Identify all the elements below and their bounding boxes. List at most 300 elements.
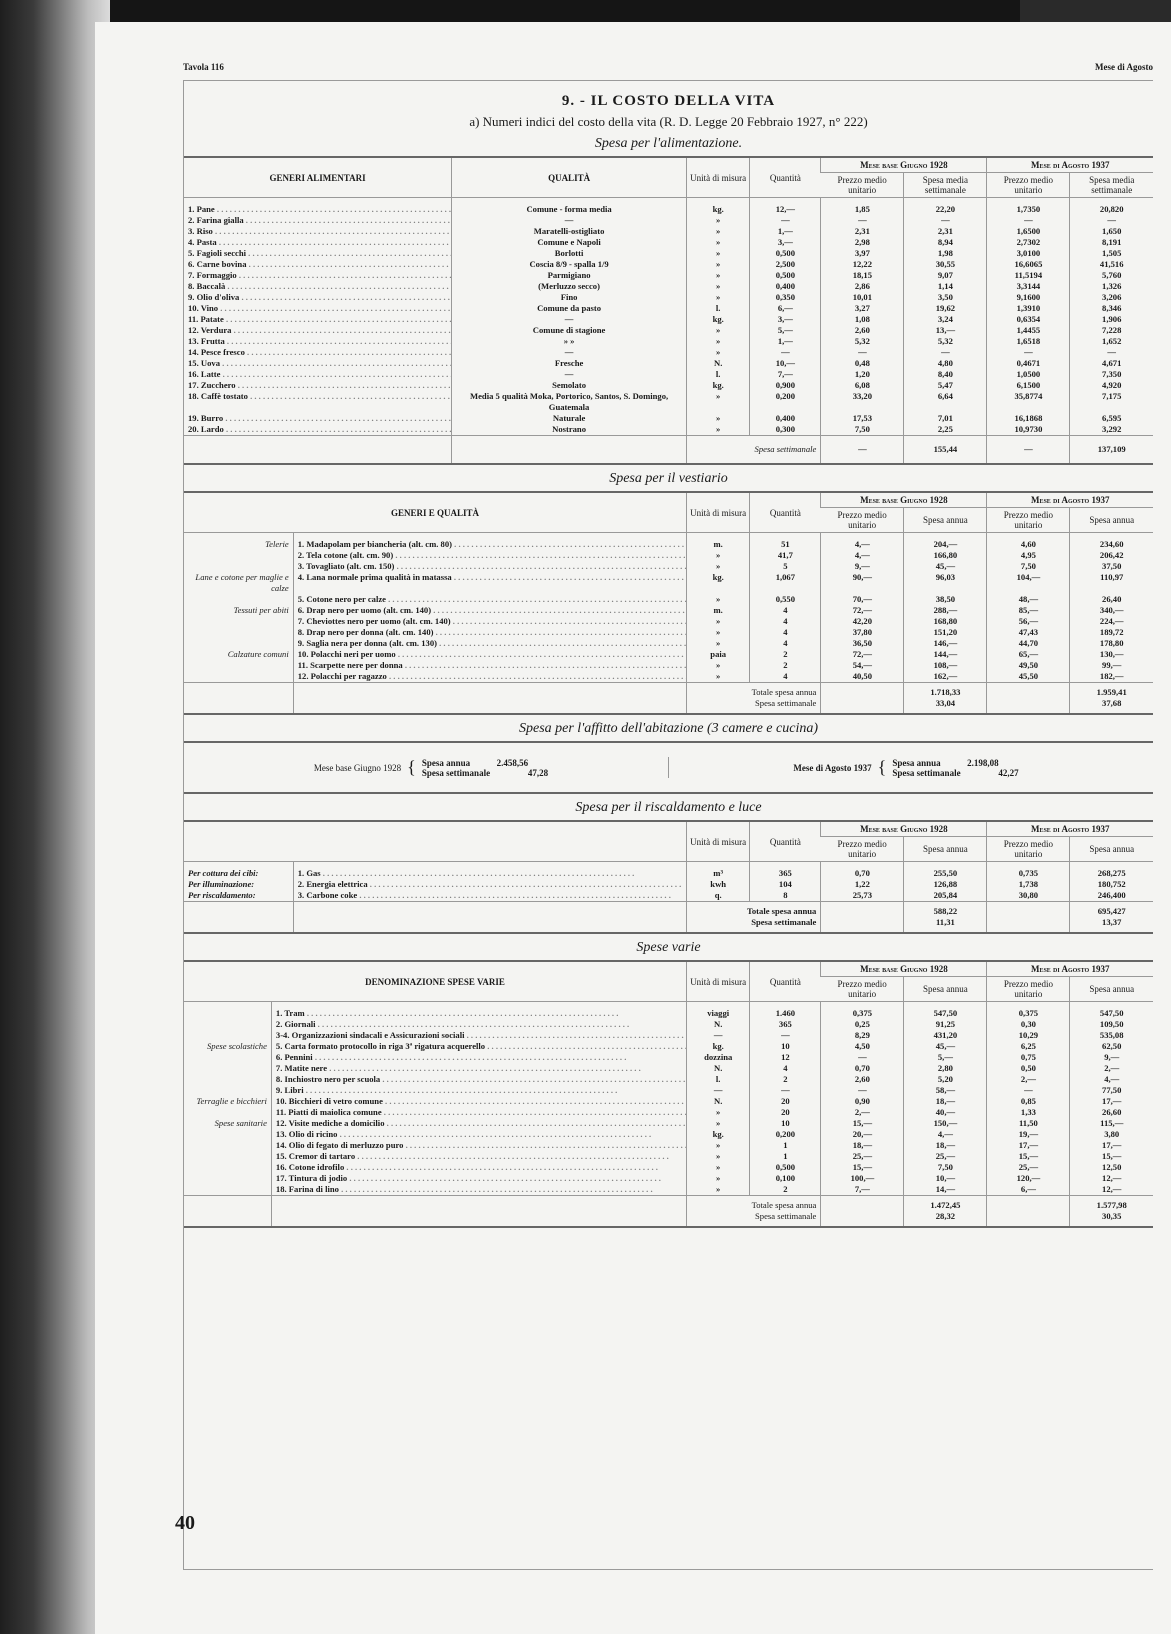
item-unita: kwh <box>687 879 750 890</box>
item-prezzo-current: 0,735 <box>987 862 1070 880</box>
item-spesa-current: 109,50 <box>1070 1019 1153 1030</box>
total-annua-label: Totale spesa annua <box>687 683 821 699</box>
item-quantita: 1,— <box>750 336 821 347</box>
table-frame <box>183 80 1153 1570</box>
table-row <box>184 424 1153 436</box>
item-spesa-current: 7,175 <box>1070 391 1153 413</box>
item-spesa-current: 12,— <box>1070 1173 1153 1184</box>
item-spesa-current: 8,346 <box>1070 303 1153 314</box>
item-spesa-current: 234,60 <box>1070 533 1153 551</box>
item-spesa-current: 7,228 <box>1070 325 1153 336</box>
item-spesa-current: 20,820 <box>1070 198 1153 216</box>
item-prezzo-current: 0,75 <box>987 1052 1070 1063</box>
section-title-alimentazione: Spesa per l'alimentazione. <box>594 136 743 151</box>
table-row <box>184 1063 1153 1074</box>
item-quantita: 0,900 <box>750 380 821 391</box>
item-prezzo-current: 3,0100 <box>987 248 1070 259</box>
group-label <box>184 616 293 627</box>
item-qualita: Comune - forma media <box>452 198 687 216</box>
item-number: 2. <box>188 215 195 225</box>
total-annua-label: Totale spesa annua <box>687 902 821 918</box>
blank <box>987 683 1070 699</box>
item-prezzo-base: 7,50 <box>821 424 904 436</box>
item-prezzo-base: 0,375 <box>821 1002 904 1020</box>
table-row <box>184 1118 1153 1129</box>
header-spesa-base: Spesa media settimanale <box>904 173 987 198</box>
group-label: Telerie <box>265 539 289 549</box>
item-spesa-base: 108,— <box>904 660 987 671</box>
item-prezzo-base: 5,32 <box>821 336 904 347</box>
item-name <box>271 1063 686 1074</box>
item-spesa-base: 431,20 <box>904 1030 987 1041</box>
purpose-label: Per cottura dei cibi: <box>188 868 259 878</box>
blank <box>293 917 686 932</box>
item-unita: » <box>687 237 750 248</box>
total-sett-label: Spesa settimanale <box>687 917 821 932</box>
item-quantita: 4 <box>750 616 821 627</box>
item-spesa-base: 8,40 <box>904 369 987 380</box>
item-label: 7. Cheviottes nero per uomo (alt. cm. 140) . . . <box>298 616 687 626</box>
item-prezzo-base: 33,20 <box>821 391 904 413</box>
item-prezzo-current: 1,0500 <box>987 369 1070 380</box>
header-spesa-base: Spesa annua <box>904 837 987 862</box>
header-prezzo-base: Prezzo medio unitario <box>821 173 904 198</box>
item-unita: » <box>687 1162 750 1173</box>
item-prezzo-base: 10,01 <box>821 292 904 303</box>
table-row <box>184 1041 1153 1052</box>
table-row <box>184 314 1153 325</box>
item-prezzo-current: 3,3144 <box>987 281 1070 292</box>
table-row <box>184 391 1153 413</box>
item-prezzo-current: 44,70 <box>987 638 1070 649</box>
item-name <box>271 1151 686 1162</box>
item-name <box>184 314 452 325</box>
item-number: 5. <box>188 248 195 258</box>
section-title-affitto: Spesa per l'affitto dell'abitazione (3 camere e cucina) <box>518 721 818 736</box>
table-row <box>184 683 1153 699</box>
table-row <box>184 1107 1153 1118</box>
item-name <box>271 1173 686 1184</box>
blank <box>821 917 904 932</box>
purpose-label: Per riscaldamento: <box>188 890 256 900</box>
item-spesa-current: 115,— <box>1070 1118 1153 1129</box>
item-unita: » <box>687 325 750 336</box>
item-spesa-current: 5,760 <box>1070 270 1153 281</box>
item-label: 3-4. Organizzazioni sindacali e Assicurazioni sociali . . . <box>276 1030 687 1040</box>
item-prezzo-base: 40,50 <box>821 671 904 683</box>
item-name <box>271 1129 686 1140</box>
item-quantita: 0,550 <box>750 594 821 605</box>
item-label: Baccalà . . . <box>197 281 452 291</box>
item-spesa-current: 1,652 <box>1070 336 1153 347</box>
table-row <box>184 594 1153 605</box>
item-label: 1. Tram . . . <box>276 1008 618 1018</box>
item-prezzo-base: 70,— <box>821 594 904 605</box>
item-label: 10. Bicchieri di vetro comune . . . <box>276 1096 687 1106</box>
item-label: 6. Drap nero per uomo (alt. cm. 140) . . . <box>298 605 687 615</box>
header-prezzo-base: Prezzo medio unitario <box>821 977 904 1002</box>
item-prezzo-base: — <box>821 347 904 358</box>
blank <box>184 436 452 464</box>
item-spesa-base: 5,32 <box>904 336 987 347</box>
item-label: 16. Cotone idrofilo . . . <box>276 1162 658 1172</box>
item-label: Verdura . . . <box>201 325 452 335</box>
item-quantita: 2 <box>750 649 821 660</box>
item-spesa-base: 14,— <box>904 1184 987 1196</box>
item-prezzo-base: 37,80 <box>821 627 904 638</box>
blank <box>271 1211 686 1226</box>
item-spesa-base: 162,— <box>904 671 987 683</box>
item-name <box>271 1041 686 1052</box>
item-unita: N. <box>687 1096 750 1107</box>
item-spesa-current: 99,— <box>1070 660 1153 671</box>
item-spesa-current: 12,50 <box>1070 1162 1153 1173</box>
item-name <box>184 391 452 413</box>
table-row <box>184 890 1153 902</box>
blank <box>821 683 904 699</box>
item-quantita: 3,— <box>750 314 821 325</box>
item-name <box>184 336 452 347</box>
header-prezzo-current: Prezzo medio unitario <box>987 173 1070 198</box>
item-number: 7. <box>188 270 195 280</box>
item-prezzo-current: 6,1500 <box>987 380 1070 391</box>
blank <box>452 436 687 464</box>
table-row <box>184 1211 1153 1226</box>
item-number: 17. <box>188 380 199 390</box>
header-qualita: QUALITÀ <box>452 158 687 198</box>
group-label <box>184 1052 271 1063</box>
item-qualita: — <box>452 314 687 325</box>
item-spesa-base: 45,— <box>904 1041 987 1052</box>
item-spesa-current: 17,— <box>1070 1096 1153 1107</box>
item-prezzo-current: 1,6518 <box>987 336 1070 347</box>
item-quantita: — <box>750 1030 821 1041</box>
item-prezzo-current: 0,375 <box>987 1002 1070 1020</box>
item-label: Vino . . . <box>201 303 452 313</box>
item-spesa-base: 4,80 <box>904 358 987 369</box>
item-prezzo-base: 2,86 <box>821 281 904 292</box>
item-spesa-base: 96,03 <box>904 572 987 594</box>
total-sett-base: 33,04 <box>904 698 987 713</box>
affitto-sett-label: Spesa settimanale <box>892 767 961 778</box>
item-spesa-current: 206,42 <box>1070 550 1153 561</box>
item-spesa-current: 1,906 <box>1070 314 1153 325</box>
item-name <box>271 1052 686 1063</box>
item-spesa-current: 26,40 <box>1070 594 1153 605</box>
item-unita: » <box>687 413 750 424</box>
item-prezzo-base: 1,22 <box>821 879 904 890</box>
table-row <box>184 436 1153 464</box>
item-prezzo-current: 4,95 <box>987 550 1070 561</box>
item-number: 20. <box>188 424 199 434</box>
header-generi: GENERI ALIMENTARI <box>184 158 452 198</box>
item-prezzo-current: 56,— <box>987 616 1070 627</box>
item-quantita: 0,500 <box>750 1162 821 1173</box>
table-row <box>184 572 1153 594</box>
item-spesa-base: 2,31 <box>904 226 987 237</box>
item-quantita: 1 <box>750 1151 821 1162</box>
group-label <box>184 627 293 638</box>
item-spesa-current: 1,650 <box>1070 226 1153 237</box>
blank <box>184 1211 271 1226</box>
item-spesa-current: 4,— <box>1070 1074 1153 1085</box>
item-quantita: 4 <box>750 638 821 649</box>
affitto-base-label: Mese base Giugno 1928 <box>313 762 402 773</box>
item-prezzo-current: 0,30 <box>987 1019 1070 1030</box>
item-qualita: Fresche <box>452 358 687 369</box>
page-number: 40 <box>175 1512 195 1534</box>
affitto-base-sett: 47,28 <box>527 767 549 778</box>
item-prezzo-base: 100,— <box>821 1173 904 1184</box>
item-prezzo-current: 85,— <box>987 605 1070 616</box>
table-row <box>184 638 1153 649</box>
item-label: 7. Matite nere . . . <box>276 1063 641 1073</box>
item-number: 4. <box>188 237 195 247</box>
table-row <box>184 605 1153 616</box>
item-spesa-current: 41,516 <box>1070 259 1153 270</box>
item-prezzo-base: 1,20 <box>821 369 904 380</box>
item-number: 10. <box>188 303 199 313</box>
item-prezzo-base: 0,70 <box>821 1063 904 1074</box>
header-quantita: Quantità <box>750 822 821 862</box>
item-label: Riso . . . <box>197 226 452 236</box>
item-name <box>293 879 686 890</box>
group-label <box>184 550 293 561</box>
item-qualita: — <box>452 347 687 358</box>
item-prezzo-base: 20,— <box>821 1129 904 1140</box>
item-label: 14. Olio di fegato di merluzzo puro . . . <box>276 1140 687 1150</box>
group-label <box>184 638 293 649</box>
item-prezzo-base: 25,73 <box>821 890 904 902</box>
item-prezzo-current: — <box>987 215 1070 226</box>
item-label: Pasta . . . <box>197 237 452 247</box>
item-spesa-current: 8,191 <box>1070 237 1153 248</box>
item-unita: l. <box>687 369 750 380</box>
header-spesa-base: Spesa annua <box>904 508 987 533</box>
item-prezzo-current: 0,6354 <box>987 314 1070 325</box>
group-label <box>184 1019 271 1030</box>
running-head-right: Mese di Agosto <box>1095 62 1153 72</box>
item-unita: » <box>687 594 750 605</box>
item-label: 6. Pennini . . . <box>276 1052 626 1062</box>
item-label: 5. Carta formato protocollo in riga 3ª rigatura acquerello . . . <box>276 1041 687 1051</box>
item-spesa-base: 150,— <box>904 1118 987 1129</box>
item-name <box>184 424 452 436</box>
header-spesa-current: Spesa annua <box>1070 508 1153 533</box>
header-current: Mese di Agosto 1937 <box>987 962 1153 977</box>
item-prezzo-base: 18,— <box>821 1140 904 1151</box>
item-label: 2. Giornali . . . <box>276 1019 629 1029</box>
item-unita: » <box>687 1173 750 1184</box>
item-spesa-base: 168,80 <box>904 616 987 627</box>
item-label: Patate . . . <box>200 314 451 324</box>
item-prezzo-base: 4,50 <box>821 1041 904 1052</box>
item-unita: » <box>687 550 750 561</box>
item-quantita: 20 <box>750 1107 821 1118</box>
item-unita: » <box>687 424 750 436</box>
item-prezzo-base: 4,— <box>821 533 904 551</box>
item-label: Caffè tostato . . . <box>201 391 452 401</box>
table-row <box>184 270 1153 281</box>
item-quantita: 0,500 <box>750 270 821 281</box>
item-prezzo-base: 72,— <box>821 649 904 660</box>
item-prezzo-base: 0,48 <box>821 358 904 369</box>
item-name <box>271 1002 686 1020</box>
item-name <box>184 413 452 424</box>
item-prezzo-current: 30,80 <box>987 890 1070 902</box>
table-row <box>184 281 1153 292</box>
item-spesa-base: 45,— <box>904 561 987 572</box>
affitto-current-sett: 42,27 <box>998 767 1019 778</box>
item-prezzo-base: 18,15 <box>821 270 904 281</box>
total-annua-current: 1.959,41 <box>1070 683 1153 699</box>
group-label <box>184 594 293 605</box>
item-quantita: 1,— <box>750 226 821 237</box>
item-quantita: 5 <box>750 561 821 572</box>
item-unita: » <box>687 616 750 627</box>
group-label <box>184 1129 271 1140</box>
table-row <box>184 627 1153 638</box>
header-unita: Unità di misura <box>687 493 750 533</box>
item-spesa-base: 2,25 <box>904 424 987 436</box>
varie-table <box>184 962 1153 1226</box>
item-spesa-base: 7,50 <box>904 1162 987 1173</box>
item-label: 2. Tela cotone (alt. cm. 90) . . . <box>298 550 687 560</box>
total-sett-current: 37,68 <box>1070 698 1153 713</box>
table-row <box>184 533 1153 551</box>
item-spesa-base: 144,— <box>904 649 987 660</box>
group-label <box>184 1151 271 1162</box>
item-qualita: Coscia 8/9 - spalla 1/9 <box>452 259 687 270</box>
item-label: 9. Libri . . . <box>276 1085 617 1095</box>
item-spesa-base: 58,— <box>904 1085 987 1096</box>
blank <box>821 698 904 713</box>
total-annua-base: 1.472,45 <box>904 1196 987 1212</box>
item-quantita: 6,— <box>750 303 821 314</box>
table-row <box>184 1196 1153 1212</box>
table-row <box>184 902 1153 918</box>
item-prezzo-current: 19,— <box>987 1129 1070 1140</box>
header-prezzo-base: Prezzo medio unitario <box>821 837 904 862</box>
item-label: 3. Carbone coke . . . <box>298 890 671 900</box>
table-row <box>184 226 1153 237</box>
header-unita: Unità di misura <box>687 822 750 862</box>
table-row <box>184 561 1153 572</box>
item-unita: » <box>687 1184 750 1196</box>
item-quantita: 0,200 <box>750 1129 821 1140</box>
item-name <box>293 649 686 660</box>
item-label: Zucchero . . . <box>201 380 452 390</box>
item-quantita: 1.460 <box>750 1002 821 1020</box>
item-spesa-current: 15,— <box>1070 1151 1153 1162</box>
page-title: 9. - IL COSTO DELLA VITA <box>561 93 776 109</box>
item-prezzo-current: 16,6065 <box>987 259 1070 270</box>
item-label: 10. Polacchi neri per uomo . . . <box>298 649 687 659</box>
item-name <box>184 292 452 303</box>
item-quantita: 51 <box>750 533 821 551</box>
item-number: 14. <box>188 347 199 357</box>
item-quantita: 10 <box>750 1118 821 1129</box>
item-prezzo-current: 16,1868 <box>987 413 1070 424</box>
item-qualita: Naturale <box>452 413 687 424</box>
item-label: Uova . . . <box>201 358 452 368</box>
header-base: Mese base Giugno 1928 <box>821 822 987 837</box>
item-number: 12. <box>188 325 199 335</box>
item-label: 3. Tovagliato (alt. cm. 150) . . . <box>298 561 687 571</box>
table-row <box>184 325 1153 336</box>
item-prezzo-base: 7,— <box>821 1184 904 1196</box>
header-current: Mese di Agosto 1937 <box>987 158 1153 173</box>
item-name <box>271 1085 686 1096</box>
group-label: Lane e cotone per maglie e calze <box>195 572 289 593</box>
item-unita: kg. <box>687 572 750 594</box>
item-name <box>271 1019 686 1030</box>
item-unita: » <box>687 270 750 281</box>
item-name <box>184 198 452 216</box>
item-quantita: — <box>750 1085 821 1096</box>
item-name <box>293 671 686 683</box>
item-spesa-current: — <box>1070 347 1153 358</box>
item-spesa-current: 62,50 <box>1070 1041 1153 1052</box>
item-prezzo-base: 54,— <box>821 660 904 671</box>
item-prezzo-base: — <box>821 1052 904 1063</box>
item-spesa-current: 1,326 <box>1070 281 1153 292</box>
header-quantita: Quantità <box>750 493 821 533</box>
table-row <box>184 879 1153 890</box>
item-number: 18. <box>188 391 199 401</box>
item-prezzo-current: 47,43 <box>987 627 1070 638</box>
item-spesa-base: — <box>904 347 987 358</box>
affitto-current-label: Mese di Agosto 1937 <box>793 762 872 773</box>
group-label: Terraglie e bicchieri <box>196 1096 267 1106</box>
table-row <box>184 380 1153 391</box>
blank <box>184 917 293 932</box>
table-row <box>184 1162 1153 1173</box>
table-row <box>184 862 1153 880</box>
item-unita: » <box>687 1107 750 1118</box>
item-prezzo-base: 90,— <box>821 572 904 594</box>
section-title-varie: Spese varie <box>636 940 701 955</box>
header-current: Mese di Agosto 1937 <box>987 493 1153 508</box>
group-label: Spese sanitarie <box>214 1118 267 1128</box>
table-row <box>184 1096 1153 1107</box>
table-row <box>184 649 1153 660</box>
item-qualita: Maratelli-ostigliato <box>452 226 687 237</box>
total-sett-base: 11,31 <box>904 917 987 932</box>
item-name <box>271 1096 686 1107</box>
item-prezzo-current: 1,33 <box>987 1107 1070 1118</box>
table-row <box>184 347 1153 358</box>
item-spesa-current: 7,350 <box>1070 369 1153 380</box>
item-unita: » <box>687 627 750 638</box>
item-prezzo-current: 1,6500 <box>987 226 1070 237</box>
item-qualita: Parmigiano <box>452 270 687 281</box>
item-qualita: Semolato <box>452 380 687 391</box>
item-unita: l. <box>687 1074 750 1085</box>
item-prezzo-current: 10,9730 <box>987 424 1070 436</box>
item-quantita: 0,350 <box>750 292 821 303</box>
item-spesa-current: 535,08 <box>1070 1030 1153 1041</box>
item-qualita: (Merluzzo secco) <box>452 281 687 292</box>
table-row <box>184 1002 1153 1020</box>
item-spesa-base: 146,— <box>904 638 987 649</box>
item-quantita: 104 <box>750 879 821 890</box>
item-spesa-base: 25,— <box>904 1151 987 1162</box>
item-qualita: Comune e Napoli <box>452 237 687 248</box>
affitto-block <box>184 743 1153 792</box>
group-label: Spese scolastiche <box>206 1041 267 1051</box>
item-label: Carne bovina . . . <box>197 259 452 269</box>
